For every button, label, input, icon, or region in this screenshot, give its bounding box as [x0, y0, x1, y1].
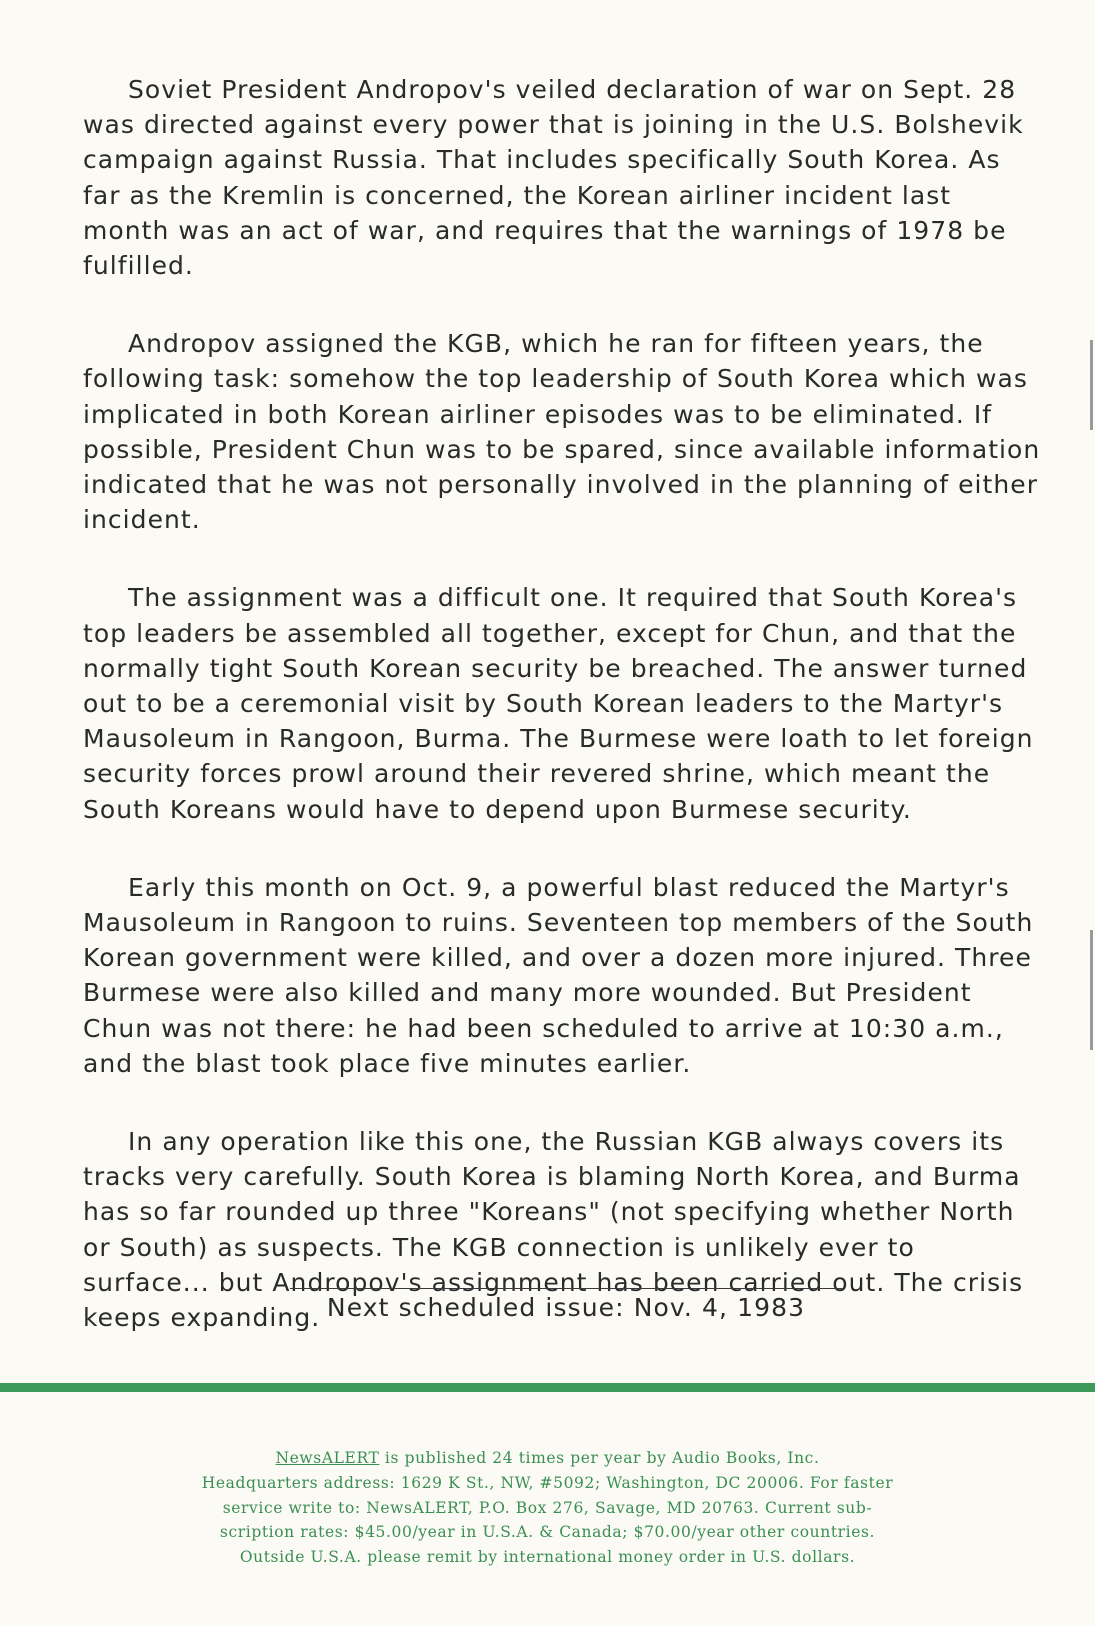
- green-divider-rule: [0, 1383, 1095, 1392]
- article-body: [83, 72, 1043, 1378]
- paragraph-andropov-declaration: Soviet President Andropov's veiled declaration of war on Sept. 28 was directed against every power that is joining in the U.S. Bolshevik campaign against Russia. That includes specifically South Korea. As far as the Kremlin is concerned, the Korean airliner incident last month was an act of war, and requires that the warnings of 1978 be fulfilled.: [83, 75, 1024, 281]
- publisher-footer: [100, 1446, 995, 1570]
- scan-edge-mark: [1090, 340, 1093, 430]
- paragraph-kgb-cover-tracks: In any operation like this one, the Russian KGB always covers its tracks very carefully. South Korea is blaming North Korea, and Burma has so far rounded up three "Koreans" (not specifying whether North or South) as suspects. The KGB connection is unlikely ever to surface... but Andropov's assignment has been carried out. The crisis keeps expanding.: [83, 1127, 1024, 1333]
- scan-edge-mark: [1090, 930, 1093, 1050]
- paragraph-rangoon-blast: Early this month on Oct. 9, a powerful blast reduced the Martyr's Mausoleum in Rangoon to ruins. Seventeen top members of the South Korean government were killed, and over a dozen more injured. Three Burmese were also killed and many more wounded. But President Chun was not there: he had been scheduled to arrive at 10:30 a.m., and the blast took place five minutes earlier.: [83, 872, 1034, 1078]
- next-issue-notice: Next scheduled issue: Nov. 4, 1983: [290, 1288, 842, 1322]
- footer-line-2: Headquarters address: 1629 K St., NW, #5092; Washington, DC 20006. For faster: [201, 1473, 894, 1492]
- footer-line-1: [100, 1446, 995, 1471]
- footer-line-3: service write to: NewsALERT, P.O. Box 276, Savage, MD 20763. Current sub-: [222, 1498, 873, 1517]
- paragraph-assignment-difficulty: The assignment was a difficult one. It required that South Korea's top leaders be assembled all together, except for Chun, and that the normally tight South Korean security be breached. The answer turned out to be a ceremonial visit by South Korean leaders to the Martyr's Mausoleum in Rangoon, Burma. The Burmese were loath to let foreign security forces prowl around their revered shrine, which meant the South Koreans would have to depend upon Burmese security.: [83, 583, 1034, 824]
- footer-line-5: Outside U.S.A. please remit by international money order in U.S. dollars.: [239, 1548, 856, 1567]
- publication-name: NewsALERT: [275, 1449, 380, 1467]
- paragraph-kgb-task: Andropov assigned the KGB, which he ran for fifteen years, the following task: somehow the top leadership of South Korea which was implicated in both Korean airliner episodes was to be eliminated. If possible, President Chun was to be spared, since available information indicated that he was not personally involved in the planning of either incident.: [83, 329, 1041, 535]
- footer-line-4: scription rates: $45.00/year in U.S.A. & Canada; $70.00/year other countries.: [219, 1523, 876, 1542]
- footer-line-1-text: is published 24 times per year by Audio Books, Inc.: [379, 1449, 820, 1467]
